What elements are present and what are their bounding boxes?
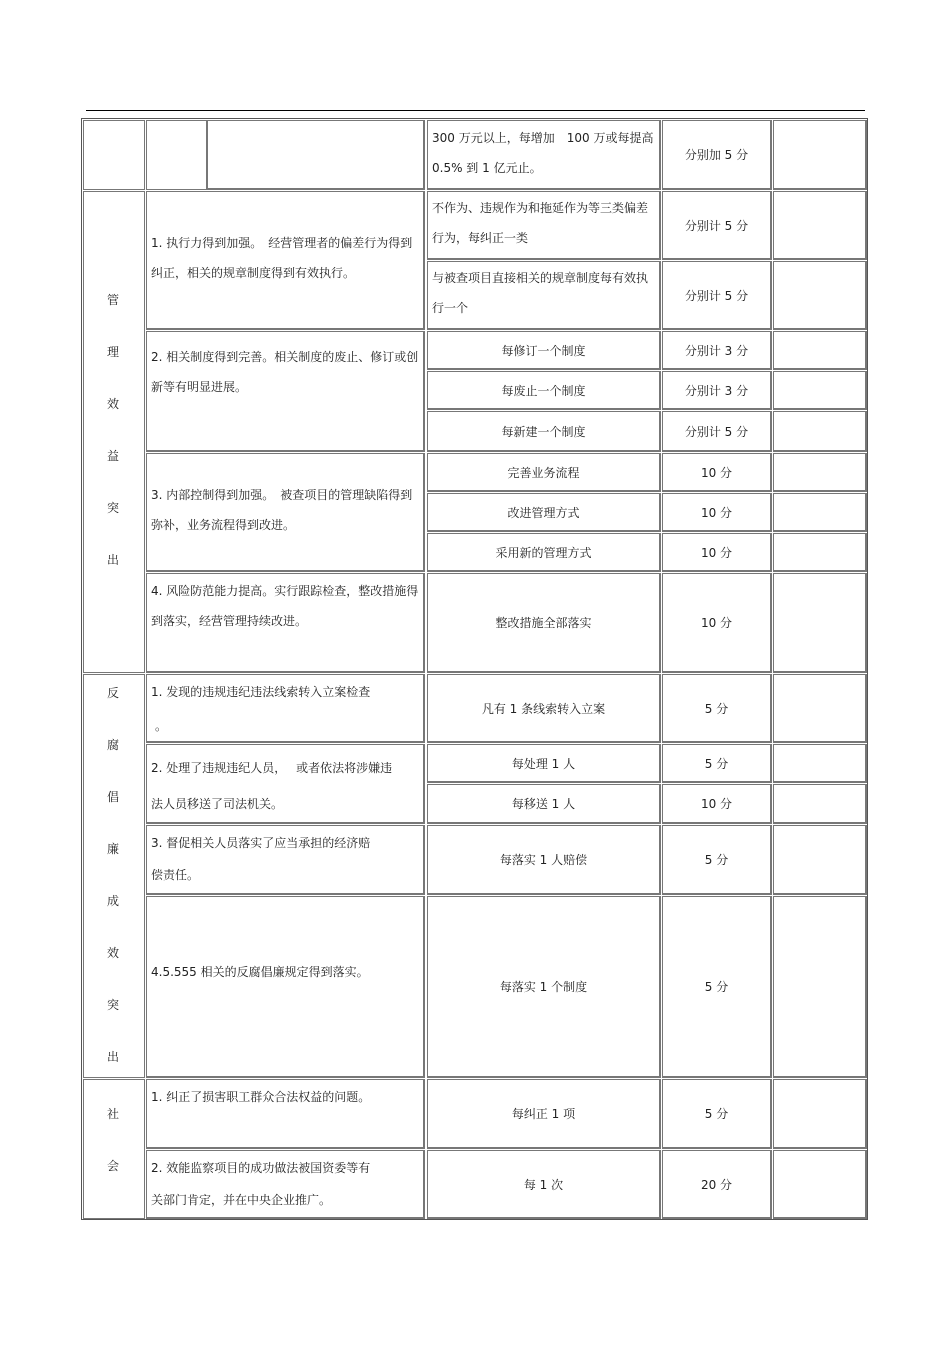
category-anticorruption-char: 成 — [106, 894, 119, 908]
item-desc-cell — [146, 453, 425, 572]
criterion-cell — [427, 191, 661, 260]
item-desc-cell — [146, 573, 425, 673]
item-desc-line: 3. 督促相关人员落实了应当承担的经济赔 — [151, 836, 371, 850]
item-desc-line: 1. 发现的违规违纪违法线索转入立案检查 — [151, 685, 371, 699]
criterion-text: 每新建一个制度 — [501, 424, 586, 439]
item-desc-text: 2. 相关制度得到完善。相关制度的废止、修订或创新等有明显进展。 — [151, 350, 419, 394]
top-remark-cell — [773, 120, 867, 190]
criterion-text: 每处理 1 人 — [511, 756, 576, 771]
criterion-text: 改进管理方式 — [507, 505, 580, 520]
item-desc-line: 2. 处理了违规违纪人员， 或者依法将涉嫌违 — [151, 761, 393, 775]
header-rule — [86, 110, 865, 111]
criterion-cell — [427, 453, 661, 492]
item-desc-line: 2. 效能监察项目的成功做法被国资委等有 — [151, 1161, 371, 1175]
criterion-cell — [427, 371, 661, 410]
criterion-text: 凡有 1 条线索转入立案 — [481, 701, 606, 716]
item-desc-cell — [146, 191, 425, 330]
top-empty-cell-b — [207, 120, 425, 190]
category-anticorruption-char: 突 — [106, 998, 119, 1012]
category-management-char: 管 — [106, 293, 119, 307]
score-text: 5 分 — [704, 853, 729, 867]
criterion-text: 整改措施全部落实 — [495, 616, 592, 630]
criterion-cell — [427, 493, 661, 532]
top-empty-cell-a — [146, 120, 207, 190]
score-cell — [662, 493, 772, 532]
score-text: 5 分 — [704, 1107, 729, 1121]
criterion-cell — [427, 896, 661, 1078]
criterion-cell — [427, 744, 661, 783]
criterion-cell — [427, 331, 661, 370]
remark-cell — [773, 493, 867, 532]
criterion-text: 与被查项目直接相关的规章制度每有效执行一个 — [432, 271, 649, 315]
criterion-cell — [427, 573, 661, 673]
score-text: 5 分 — [704, 980, 729, 994]
criterion-text: 完善业务流程 — [507, 465, 580, 480]
criterion-text: 每落实 1 人赔偿 — [499, 853, 588, 867]
item-desc-line: 关部门肯定，并在中央企业推广。 — [151, 1193, 332, 1207]
score-cell — [662, 784, 772, 824]
score-text: 10 分 — [700, 505, 733, 520]
remark-cell — [773, 453, 867, 492]
remark-cell — [773, 331, 867, 370]
category-anticorruption-char: 廉 — [106, 842, 119, 856]
criterion-text: 每废止一个制度 — [501, 383, 586, 398]
criterion-text: 采用新的管理方式 — [495, 545, 592, 560]
item-desc-line: 法人员移送了司法机关。 — [151, 797, 284, 811]
category-social-char: 会 — [106, 1159, 119, 1173]
score-text: 分别计 5 分 — [684, 218, 749, 233]
top-category-cell — [83, 120, 145, 190]
score-text: 分别计 3 分 — [684, 343, 749, 358]
category-social-cell — [83, 1079, 145, 1219]
category-anticorruption-char: 倡 — [106, 790, 119, 804]
score-text: 10 分 — [700, 616, 733, 630]
remark-cell — [773, 371, 867, 410]
item-desc-line: 偿责任。 — [151, 868, 200, 882]
score-text: 分别计 5 分 — [684, 424, 749, 439]
criterion-text: 不作为、违规作为和拖延作为等三类偏差行为，每纠正一类 — [432, 201, 649, 245]
score-cell — [662, 371, 772, 410]
criterion-text: 每纠正 1 项 — [511, 1107, 576, 1121]
criterion-text: 每落实 1 个制度 — [499, 980, 588, 994]
criterion-cell — [427, 674, 661, 743]
remark-cell — [773, 191, 867, 260]
category-anticorruption-char: 效 — [106, 946, 119, 960]
score-text: 5 分 — [704, 701, 729, 716]
remark-cell — [773, 411, 867, 452]
criterion-text: 每移送 1 人 — [511, 797, 576, 811]
score-text: 5 分 — [704, 756, 729, 771]
item-desc-text: 3. 内部控制得到加强。 被查项目的管理缺陷得到弥补，业务流程得到改进。 — [151, 488, 413, 532]
item-desc-line: 。 — [155, 719, 168, 733]
score-text: 分别计 5 分 — [684, 288, 749, 303]
score-text: 10 分 — [700, 465, 733, 480]
score-cell — [662, 1079, 772, 1149]
criterion-cell — [427, 1079, 661, 1149]
criterion-text: 每修订一个制度 — [501, 343, 586, 358]
remark-cell — [773, 744, 867, 783]
item-desc-line: 4.5.555 相关的反腐倡廉规定得到落实。 — [151, 965, 369, 979]
remark-cell — [773, 261, 867, 330]
score-cell — [662, 191, 772, 260]
item-desc-cell — [146, 674, 425, 743]
top-score-text: 分别加 5 分 — [684, 148, 749, 162]
score-text: 20 分 — [700, 1177, 733, 1192]
score-cell — [662, 573, 772, 673]
criterion-cell — [427, 533, 661, 572]
score-cell — [662, 261, 772, 330]
score-cell — [662, 411, 772, 452]
score-cell — [662, 331, 772, 370]
score-text: 10 分 — [700, 797, 733, 811]
category-management-char: 出 — [106, 553, 119, 567]
score-cell — [662, 896, 772, 1078]
score-cell — [662, 825, 772, 895]
score-cell — [662, 453, 772, 492]
category-social-char: 社 — [106, 1107, 119, 1121]
remark-cell — [773, 1150, 867, 1219]
criterion-cell — [427, 1150, 661, 1219]
category-management-cell — [83, 191, 145, 673]
remark-cell — [773, 784, 867, 824]
category-anticorruption-cell — [83, 674, 145, 1078]
category-anticorruption-char: 腐 — [106, 738, 119, 752]
item-desc-line: 1. 纠正了损害职工群众合法权益的问题。 — [151, 1090, 371, 1104]
item-desc-cell — [146, 1079, 425, 1149]
criterion-cell — [427, 825, 661, 895]
category-management-char: 效 — [106, 397, 119, 411]
score-text: 10 分 — [700, 545, 733, 560]
item-desc-cell — [146, 744, 425, 824]
score-cell — [662, 674, 772, 743]
remark-cell — [773, 1079, 867, 1149]
category-management-char: 突 — [106, 501, 119, 515]
score-cell — [662, 744, 772, 783]
category-anticorruption-char: 反 — [106, 686, 119, 700]
score-cell — [662, 533, 772, 572]
criterion-text: 每 1 次 — [523, 1177, 564, 1192]
remark-cell — [773, 573, 867, 673]
item-desc-cell — [146, 1150, 425, 1219]
criterion-cell — [427, 784, 661, 824]
item-desc-text: 4. 风险防范能力提高。实行跟踪检查，整改措施得到落实，经营管理持续改进。 — [151, 584, 419, 628]
remark-cell — [773, 533, 867, 572]
category-anticorruption-char: 出 — [106, 1050, 119, 1064]
top-criterion-cell — [427, 120, 661, 190]
item-desc-cell — [146, 825, 425, 895]
top-criterion-text: 300 万元以上，每增加 100 万或每提高 0.5% 到 1 亿元止。 — [432, 131, 654, 175]
item-desc-cell — [146, 331, 425, 452]
remark-cell — [773, 896, 867, 1078]
remark-cell — [773, 674, 867, 743]
item-desc-text: 1. 执行力得到加强。 经营管理者的偏差行为得到纠正，相关的规章制度得到有效执行。 — [151, 236, 413, 280]
top-score-cell — [662, 120, 772, 190]
item-desc-cell — [146, 896, 425, 1078]
score-text: 分别计 3 分 — [684, 383, 749, 398]
category-management-char: 益 — [106, 449, 119, 463]
remark-cell — [773, 825, 867, 895]
criterion-cell — [427, 411, 661, 452]
score-cell — [662, 1150, 772, 1219]
category-management-char: 理 — [106, 345, 119, 359]
criterion-cell — [427, 261, 661, 330]
